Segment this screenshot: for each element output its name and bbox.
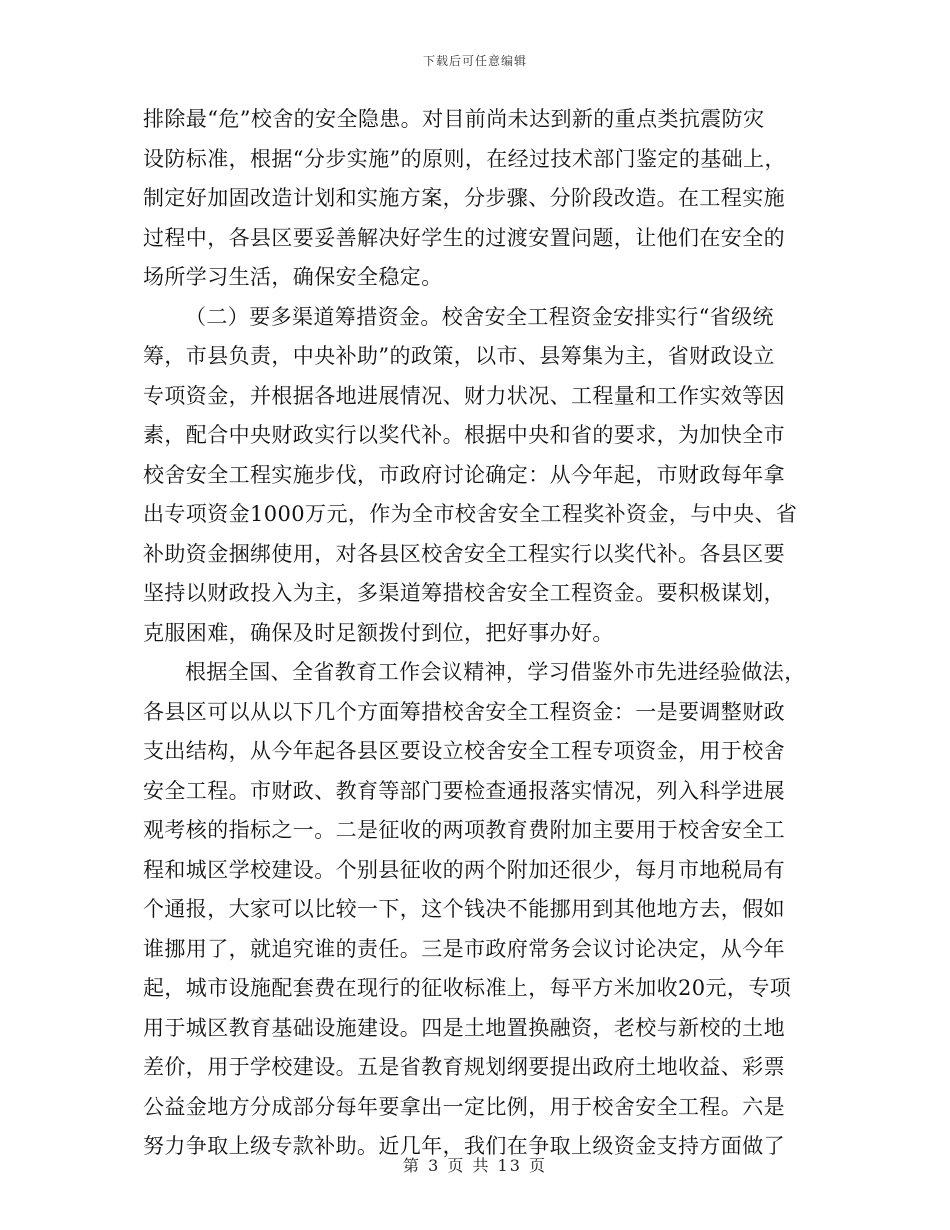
text-line: 用于城区教育基础设施建设。四是土地置换融资，老校与新校的土地 [143, 1015, 785, 1040]
paragraph [143, 100, 808, 298]
text-line: 起，城市设施配套费在现行的征收标准上，每平方米加收20元，专项 [143, 976, 792, 1000]
text-line: 场所学习生活，确保安全稳定。 [143, 265, 443, 289]
text-line: 补助资金捆绑使用，对各县区校舍安全工程实行以奖代补。各县区要 [143, 541, 785, 566]
text-line: 公益金地方分成部分每年要拿出一定比例，用于校舍安全工程。六是 [143, 1094, 785, 1119]
text-line: 校舍安全工程实施步伐，市政府讨论确定：从今年起，市财政每年拿 [143, 462, 785, 487]
text-line: 各县区可以从以下几个方面筹措校舍安全工程资金：一是要调整财政 [143, 699, 785, 724]
text-line: 支出结构，从今年起各县区要设立校舍安全工程专项资金，用于校舍 [143, 739, 785, 763]
text-line: 专项资金，并根据各地进展情况、财力状况、工程量和工作实效等因 [143, 383, 785, 408]
text-line: 努力争取上级专款补助。近几年，我们在争取上级资金支持方面做了 [143, 1134, 785, 1158]
text-line: 过程中，各县区要妥善解决好学生的过渡安置问题，让他们在安全的 [143, 225, 785, 250]
text-line: （二）要多渠道筹措资金。校舍安全工程资金安排实行“省级统 [185, 304, 774, 329]
text-line: 排除最“危”校舍的安全隐患。对目前尚未达到新的重点类抗震防灾 [143, 107, 765, 131]
page-number: 第 3 页 共 13 页 [403, 1156, 547, 1175]
text-line: 根据全国、全省教育工作会议精神，学习借鉴外市先进经验做法， [185, 660, 806, 684]
text-line: 坚持以财政投入为主，多渠道筹措校舍安全工程资金。要积极谋划， [143, 581, 785, 605]
text-line: 程和城区学校建设。个别县征收的两个附加还很少，每月市地税局有 [143, 857, 785, 882]
document-body [143, 100, 808, 1167]
text-line: 设防标准，根据“分步实施”的原则，在经过技术部门鉴定的基础上， [143, 146, 786, 171]
text-line: 出专项资金1000万元，作为全市校舍安全工程奖补资金，与中央、省 [143, 502, 798, 526]
text-line: 筹，市县负责，中央补助”的政策，以市、县筹集为主，省财政设立 [143, 344, 775, 368]
text-line: 个通报，大家可以比较一下，这个钱决不能挪用到其他地方去，假如 [143, 897, 785, 921]
text-line: 谁挪用了，就追究谁的责任。三是市政府常务会议讨论决定，从今年 [143, 936, 785, 961]
text-line: 差价，用于学校建设。五是省教育规划纲要提出政府土地收益、彩票 [143, 1055, 785, 1079]
paragraph [143, 298, 808, 654]
text-line: 观考核的指标之一。二是征收的两项教育费附加主要用于校舍安全工 [143, 818, 785, 842]
header-note: 下载后可任意编辑 [422, 54, 527, 68]
text-line: 制定好加固改造计划和实施方案，分步骤、分阶段改造。在工程实施 [143, 186, 785, 210]
text-line: 素，配合中央财政实行以奖代补。根据中央和省的要求，为加快全市 [143, 423, 785, 447]
paragraph [143, 653, 808, 1167]
text-line: 克服困难，确保及时足额拨付到位，把好事办好。 [143, 620, 614, 645]
text-line: 安全工程。市财政、教育等部门要检查通报落实情况，列入科学进展 [143, 778, 785, 803]
